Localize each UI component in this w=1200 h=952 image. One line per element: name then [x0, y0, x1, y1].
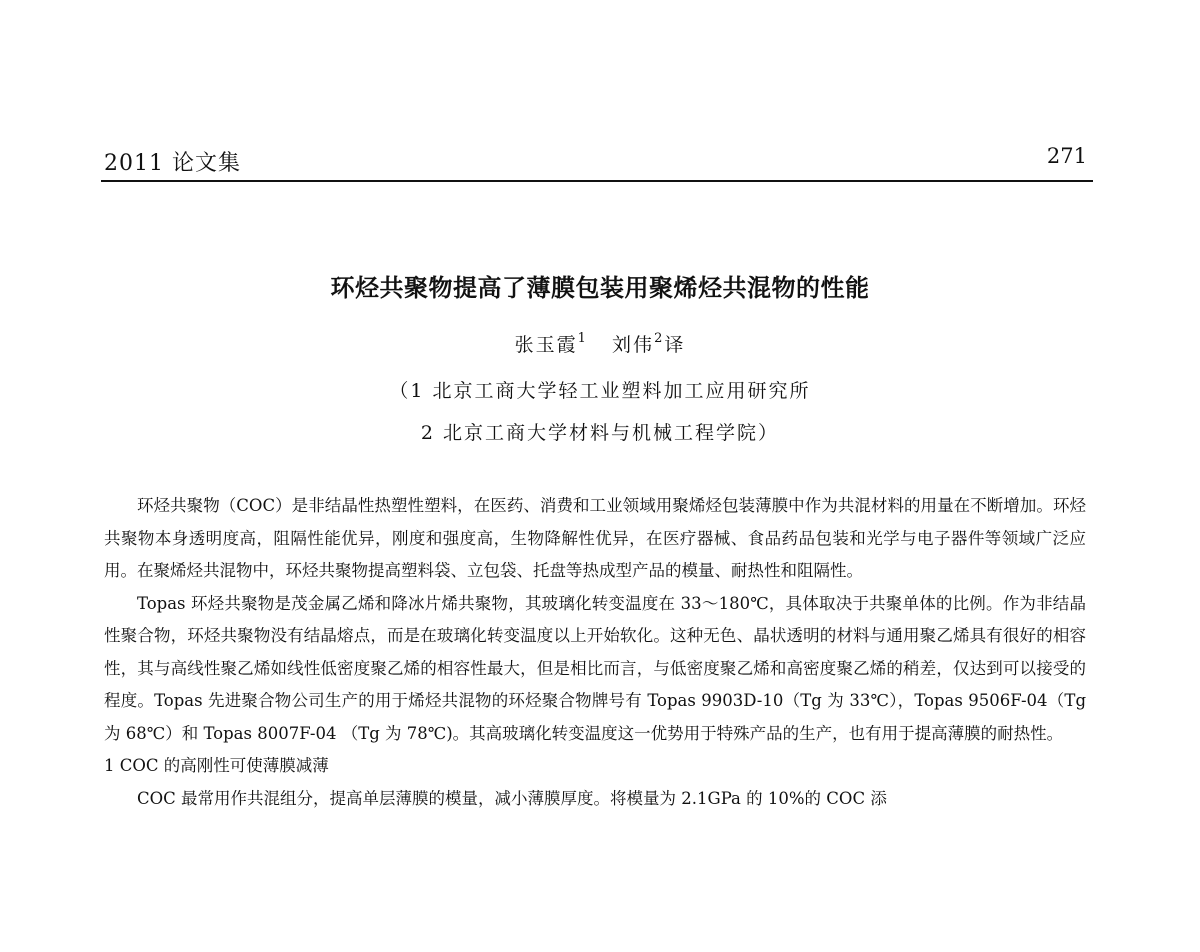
section-heading: 1 COC 的高刚性可使薄膜减薄 [104, 756, 329, 775]
affiliation-1: （1 北京工商大学轻工业塑料加工应用研究所 [389, 380, 811, 402]
author-line [0, 330, 1200, 357]
running-header [101, 140, 1091, 180]
header-rule [101, 180, 1093, 182]
author-name: 张玉霞 [514, 334, 578, 356]
paragraph: COC 最常用作共混组分，提高单层薄膜的模量，减小薄膜厚度。将模量为 2.1GPa 的 10%的 COC 添 [137, 788, 887, 808]
page-number: 271 [1046, 144, 1087, 168]
article-title: 环烃共聚物提高了薄膜包装用聚烯烃共混物的性能 [330, 274, 870, 302]
author-affiliation-mark: 2 [654, 331, 665, 346]
author-name: 刘伟 [612, 334, 655, 356]
paragraph: 环烃共聚物（COC）是非结晶性热塑性塑料，在医药、消费和工业领域用聚烯烃包装薄膜中作为共混材料的用量在不断增加。环烃共聚物本身透明度高，阻隔性能优异，刚度和强度高，生物降解性优异，在医疗器械、食品药品包装和光学与电子器件等领域广泛应用。在聚烯烃共混物中，环烃共聚物提高塑料袋、立包袋、托盘等热成型产品的模量、耐热性和阻隔性。 [104, 496, 1086, 580]
author-affiliation-mark: 1 [577, 331, 588, 346]
translator-label: 译 [664, 334, 686, 356]
affiliation-2: 2 北京工商大学材料与机械工程学院） [420, 422, 780, 444]
paragraph: Topas 环烃共聚物是茂金属乙烯和降冰片烯共聚物，其玻璃化转变温度在 33～180℃，具体取决于共聚单体的比例。作为非结晶性聚合物，环烃共聚物没有结晶熔点，而是在玻璃化转变温度以上开始软化。这种无色、晶状透明的材料与通用聚乙烯具有很好的相容性，其与高线性聚乙烯如线性低密度聚乙烯的相容性最大，但是相比而言，与低密度聚乙烯和高密度聚乙烯的稍差，仅达到可以接受的程度。Topas 先进聚合物公司生产的用于烯烃共混物的环烃聚合物牌号有 Topas 9903D-10（Tg 为 33℃），Topas 9506F-04（Tg 为 68℃）和 Topas 8007F-04 （Tg 为 78℃)。其高玻璃化转变温度这一优势用于特殊产品的生产，也有用于提高薄膜的耐热性。 [104, 593, 1086, 743]
journal-name: 2011 论文集 [104, 151, 241, 176]
article-body [104, 490, 1086, 815]
